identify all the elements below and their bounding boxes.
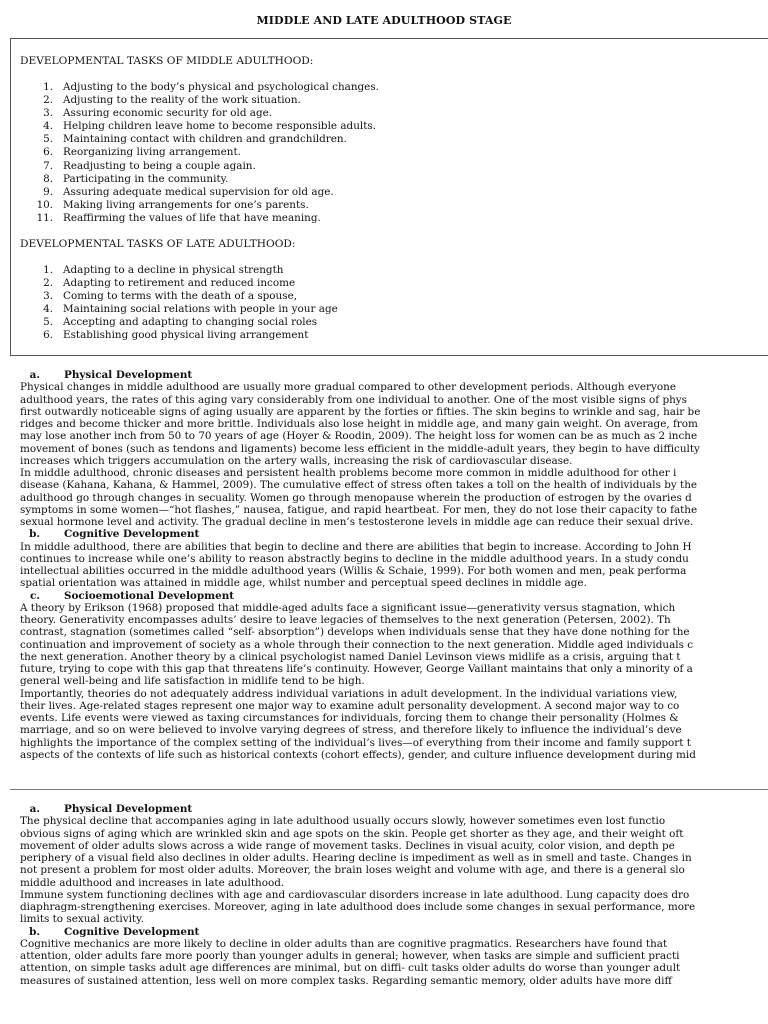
text-line: continuation and improvement of society as a whole through their connection to the next generation. Middle aged individuals c: [20, 638, 694, 651]
section-letter: a.: [29, 369, 40, 381]
middle-cognitive-text: [20, 541, 768, 590]
text-line: movement of older adults slows across a wide range of movement tasks. Declines in visual acuity, color vision, and depth pe: [20, 839, 675, 852]
text-line: In middle adulthood, there are abilities that begin to decline and there are abilities that begin to increase. According to John H: [20, 540, 692, 553]
section-divider: [10, 789, 768, 790]
text-line: A theory by Erikson (1968) proposed that middle-aged adults face a significant issue—generativity versus stagnation, which: [20, 601, 676, 614]
section-title: Physical Development: [64, 369, 193, 381]
task-number: 1.: [43, 264, 63, 276]
text-line: first outwardly noticeable signs of aging usually are apparent by the forties or fifties. The skin begins to wrinkle and sag, hair be: [20, 405, 701, 418]
task-item: [22, 120, 379, 133]
text-line: limits to sexual activity.: [20, 913, 144, 926]
middle-socio-text: [20, 602, 768, 761]
task-text: Reaffirming the values of life that have meaning.: [63, 211, 321, 224]
text-line: attention, on simple tasks adult age differences are minimal, but on diffi- cult tasks older adults do worse than younger adult: [20, 962, 681, 975]
late-cognitive-heading: [20, 926, 768, 938]
task-text: Adapting to retirement and reduced income: [63, 277, 296, 290]
middle-socio-heading: [20, 590, 768, 602]
section-letter: b.: [29, 528, 40, 541]
task-number: 2.: [43, 277, 63, 290]
task-item: [22, 277, 338, 290]
middle-physical-heading: [20, 369, 768, 381]
task-number: 10.: [36, 198, 63, 211]
text-line: Cognitive mechanics are more likely to decline in older adults than are cognitive pragmatics. Researchers have found that: [20, 937, 668, 950]
task-number: 7.: [43, 159, 63, 172]
text-line: symptoms in some women—“hot flashes,” nausea, fatigue, and rapid heartbeat. For men, they do not lose their capacity to fathe: [20, 503, 698, 516]
text-line: general well-being and life satisfaction in midlife tend to be high.: [20, 675, 365, 688]
task-number: 2.: [43, 94, 63, 107]
late-content: [20, 803, 768, 987]
task-item: [22, 303, 338, 316]
task-item: [22, 133, 379, 146]
text-line: middle adulthood and increases in late adulthood.: [20, 876, 285, 889]
middle-tasks-heading: DEVELOPMENTAL TASKS OF MIDDLE ADULTHOOD:: [20, 55, 314, 67]
text-line: aspects of the contexts of life such as historical contexts (cohort effects), gender, and culture influence development during mid: [20, 748, 696, 761]
task-text: Establishing good physical living arrangement: [63, 329, 309, 342]
middle-tasks-list: [22, 81, 379, 225]
text-line: may lose another inch from 50 to 70 years of age (Hoyer & Roodin, 2009). The height loss for women can be as much as 2 inche: [20, 430, 698, 443]
watermark: ✦: [195, 444, 262, 508]
task-number: 11.: [36, 211, 63, 224]
text-line: adulthood go through changes in secuality. Women go through menopause wherein the production of estrogen by the ovaries d: [20, 491, 692, 504]
text-line: adulthood years, the rates of this aging vary considerably from one individual to another. One of the most visible signs of phys: [20, 393, 687, 406]
task-item: [22, 107, 379, 120]
section-letter: c.: [30, 589, 40, 602]
text-line: ridges and become thicker and more brittle. Individuals also lose height in middle age, and many gain weight. On average, from: [20, 418, 698, 430]
task-number: 8.: [43, 172, 63, 185]
task-number: 3.: [43, 107, 63, 120]
task-text: Adjusting to the body’s physical and psychological changes.: [63, 81, 379, 93]
task-item: [22, 290, 338, 303]
text-line: periphery of a visual field also declines in older adults. Hearing decline is impediment as well as in smell and taste. Changes in: [20, 852, 692, 864]
task-text: Assuring adequate medical supervision for old age.: [63, 185, 334, 198]
late-tasks-heading: DEVELOPMENTAL TASKS OF LATE ADULTHOOD:: [20, 238, 296, 250]
section-letter: b.: [29, 925, 40, 938]
task-number: 1.: [43, 81, 63, 93]
late-tasks-list: [22, 264, 338, 343]
task-item: [22, 264, 338, 277]
text-line: future, trying to cope with this gap that threatens life’s continuity. However, George Vaillant maintains that only a minority of a: [20, 663, 693, 675]
text-line: In middle adulthood, chronic diseases and persistent health problems become more common in middle adulthood for other i: [20, 467, 677, 479]
text-line: not present a problem for most older adults. Moreover, the brain loses weight and volume with age, and there is a general slo: [20, 864, 685, 877]
section-letter: a.: [29, 803, 40, 815]
task-number: 3.: [43, 290, 63, 303]
text-line: measures of sustained attention, less well on more complex tasks. Regarding semantic memory, older adults have more diff: [20, 974, 672, 987]
section-title: Socioemotional Development: [64, 589, 235, 602]
late-physical-text: [20, 815, 768, 925]
text-line: The physical decline that accompanies aging in late adulthood usually occurs slowly, however sometimes even lost functio: [20, 815, 666, 828]
middle-cognitive-heading: [20, 528, 768, 540]
text-line: events. Life events were viewed as taxing circumstances for individuals, forcing them to change their personality (Holmes &: [20, 712, 679, 724]
text-line: increases which triggers accumulation on the artery walls, increasing the risk of cardiovascular disease.: [20, 454, 573, 467]
text-line: highlights the importance of the complex setting of the individual’s lives—of everything from their income and family support t: [20, 736, 691, 749]
task-number: 9.: [43, 185, 63, 198]
task-item: [22, 146, 379, 159]
text-line: intellectual abilities occurred in the middle adulthood years (Willis & Schaie, 1999). For both women and men, peak performa: [20, 565, 687, 577]
late-physical-heading: [20, 803, 768, 815]
section-title: Cognitive Development: [64, 925, 200, 938]
task-number: 5.: [43, 133, 63, 146]
task-text: Accepting and adapting to changing social roles: [63, 316, 318, 329]
text-line: Importantly, theories do not adequately address individual variations in adult development. In the individual variations view,: [20, 687, 678, 700]
text-line: disease (Kahana, Kahana, & Hammel, 2009). The cumulative effect of stress often takes a toll on the health of individuals by the: [20, 479, 698, 492]
section-title: Cognitive Development: [64, 528, 200, 541]
task-text: Maintaining social relations with people in your age: [63, 303, 338, 316]
task-number: 5.: [43, 316, 63, 329]
text-line: marriage, and so on were believed to involve varying degrees of stress, and therefore likely to influence the individual’s deve: [20, 724, 682, 737]
page-title: MIDDLE AND LATE ADULTHOOD STAGE: [256, 14, 512, 27]
text-line: movement of bones (such as tendons and ligaments) become less efficient in the middle-adult years, they begin to have difficulty: [20, 442, 700, 455]
text-line: theory. Generativity encompasses adults’ desire to leave legacies of themselves to the next generation (Petersen, 2002). Th: [20, 614, 671, 626]
task-item: [22, 212, 379, 225]
text-line: continues to increase while one’s ability to reason abstractly begins to decline in the middle adulthood years. In a study condu: [20, 552, 689, 565]
task-number: 4.: [43, 303, 63, 316]
task-item: [22, 94, 379, 107]
text-line: their lives. Age-related stages represent one major way to examine adult personality development. A second major way to co: [20, 699, 680, 712]
text-line: contrast, stagnation (sometimes called “self- absorption”) develops when individuals sense that they have done nothing for the: [20, 626, 690, 639]
middle-content: [20, 369, 768, 761]
task-number: 6.: [43, 329, 63, 342]
task-item: [22, 81, 379, 94]
task-text: Assuring economic security for old age.: [63, 107, 273, 120]
text-line: attention, older adults fare more poorly than younger adults in general; however, when tasks are simple and sufficient practi: [20, 950, 680, 962]
text-line: the next generation. Another theory by a clinical psychologist named Daniel Levinson views midlife as a crisis, arguing that t: [20, 650, 681, 663]
text-line: sexual hormone level and activity. The gradual decline in men’s testosterone levels in middle age can reduce their sexual drive.: [20, 516, 694, 528]
task-text: Maintaining contact with children and grandchildren.: [63, 133, 347, 146]
task-text: Helping children leave home to become responsible adults.: [63, 120, 377, 133]
task-item: [22, 329, 338, 342]
task-text: Reorganizing living arrangement.: [63, 146, 241, 159]
task-item: [22, 160, 379, 173]
task-text: Coming to terms with the death of a spouse,: [63, 290, 298, 303]
task-item: [22, 173, 379, 186]
task-number: 6.: [43, 146, 63, 159]
task-text: Adjusting to the reality of the work situation.: [63, 94, 301, 107]
text-line: Physical changes in middle adulthood are usually more gradual compared to other development periods. Although everyone: [20, 381, 676, 394]
task-text: Participating in the community.: [63, 172, 229, 185]
task-item: [22, 199, 379, 212]
task-text: Adapting to a decline in physical strength: [63, 264, 284, 276]
task-number: 4.: [43, 120, 63, 133]
text-line: obvious signs of aging which are wrinkled skin and age spots on the skin. People get shorter as they age, and their weight oft: [20, 827, 684, 840]
section-title: Physical Development: [64, 803, 193, 815]
text-line: Immune system functioning declines with age and cardiovascular disorders increase in late adulthood. Lung capacity does dro: [20, 888, 690, 901]
task-text: Making living arrangements for one’s parents.: [63, 198, 309, 211]
middle-physical-text: [20, 381, 768, 528]
task-item: [22, 186, 379, 199]
late-cognitive-text: [20, 938, 768, 987]
text-line: diaphragm-strengthening exercises. Moreover, aging in late adulthood does include some changes in sexual performance, more: [20, 901, 696, 913]
task-text: Readjusting to being a couple again.: [63, 159, 256, 172]
task-item: [22, 316, 338, 329]
text-line: spatial orientation was attained in middle age, whilst number and perceptual speed declines in middle age.: [20, 577, 587, 590]
